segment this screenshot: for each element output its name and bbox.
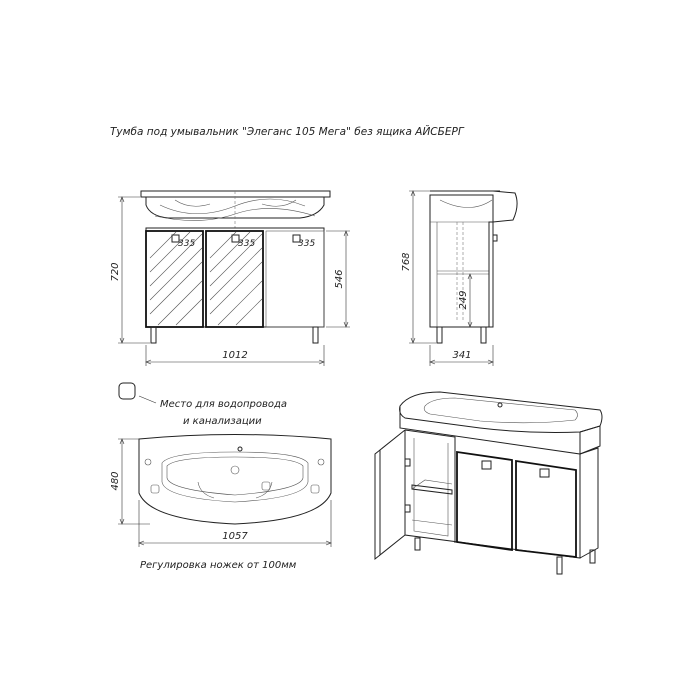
legend-line-1: Место для водопровода [160,399,288,410]
dim-768: 768 [401,252,412,272]
dim-546: 546 [334,269,345,289]
drawing-title: Тумба под умывальник "Элеганс 105 Мега" без ящика АЙСБЕРГ [110,126,464,138]
top-view [110,435,331,548]
dim-1012: 1012 [222,350,248,361]
handle-icon [405,505,410,512]
dim-249: 249 [458,290,469,310]
legs-adjustment-note: Регулировка ножек от 100мм [140,560,297,571]
handle-dim-3: 335 [298,239,316,249]
dim-341: 341 [452,350,472,361]
isometric-view [375,392,602,574]
dim-720: 720 [110,262,121,282]
front-view [110,191,350,366]
plumbing-location-icon [119,383,135,399]
legend [119,383,287,427]
handle-icon [493,235,497,241]
handle-icon [540,469,549,477]
handle-icon [405,459,410,466]
side-view [401,191,517,366]
legend-line-2: и канализации [183,416,262,427]
dim-480: 480 [110,471,121,491]
handle-dim-1: 335 [178,239,196,249]
handle-dim-2: 335 [238,239,256,249]
dim-1057: 1057 [222,531,248,542]
handle-icon [482,461,491,469]
